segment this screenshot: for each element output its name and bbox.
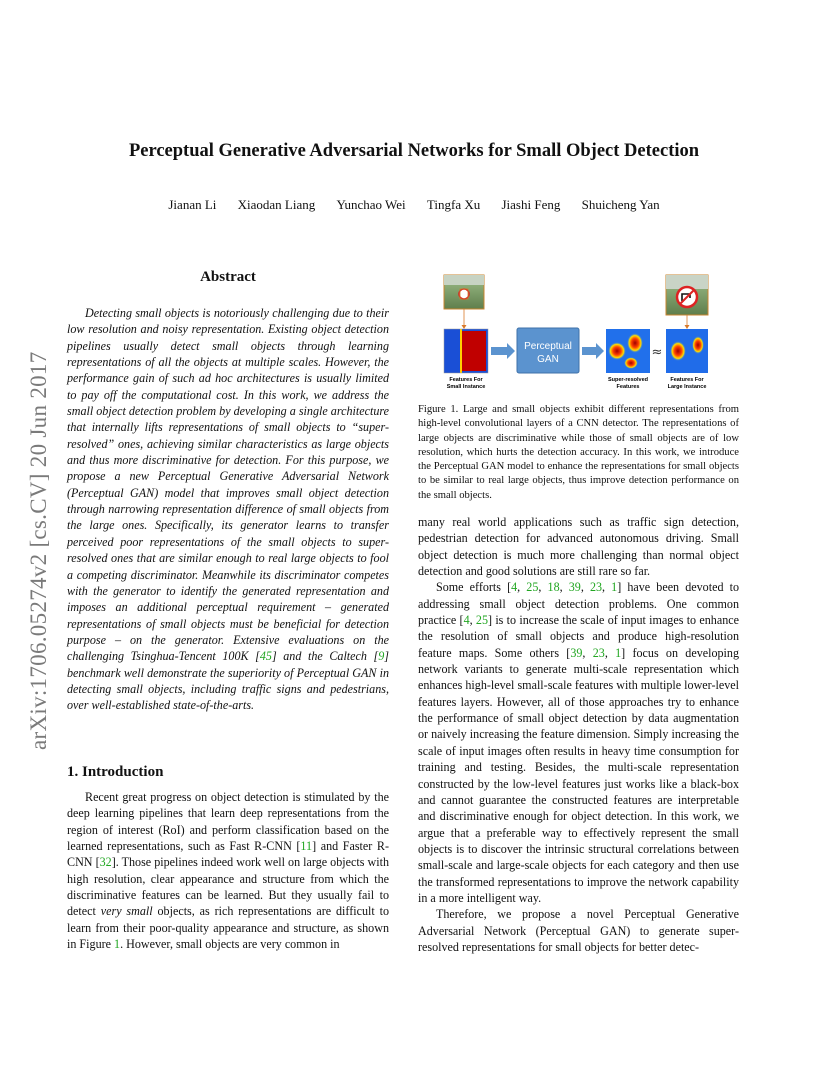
label-large-line1: Features For bbox=[670, 377, 704, 383]
figure-caption: Figure 1. Large and small objects exhibit different representations from high-level convolutional layers of a CNN detector. The representations of large objects are discriminative while those of small objects are of low resolution, which hurts the detection accuracy. In this work, we introduce the Perceptual GAN model to enhance the representations for small objects to be similar to real large objects, thus improve detection performance on the small objects. bbox=[418, 404, 739, 501]
author-name: Yunchao Wei bbox=[336, 197, 406, 212]
citation-link[interactable]: 4 bbox=[463, 613, 470, 628]
citation-link[interactable]: 32 bbox=[99, 855, 112, 870]
citation-link[interactable]: 23 bbox=[589, 580, 603, 595]
figure-1 bbox=[436, 271, 726, 397]
citation-link[interactable]: 39 bbox=[568, 580, 581, 595]
paragraph: Therefore, we propose a novel Perceptual Generative Adversarial Network (Perceptual GAN) to generate super-resolved representations for small objects for better detec- bbox=[418, 907, 739, 954]
label-super-line1: Super-resolved bbox=[607, 377, 649, 383]
abstract-body: ] and the Caltech [ bbox=[271, 649, 379, 664]
citation-link[interactable]: 1 bbox=[615, 645, 622, 660]
citation-link[interactable]: 23 bbox=[592, 645, 605, 660]
citation-link[interactable]: 9 bbox=[378, 649, 385, 664]
approx-symbol: ≈ bbox=[651, 345, 663, 360]
citation-link[interactable]: 39 bbox=[570, 645, 583, 660]
abstract-body: Detecting small objects is notoriously challenging due to their low resolution and noisy representation. Existing object detection pipelines usually detect small objects through learning representations of all the objects at multiple scales. However, the performance gain of such ad hoc architectures is usually limited to pay off the computational cost. In this work, we address the small object detection problem by developing a single architecture that internally lifts representations of small objects to “super-resolved” ones, achieving similar characteristics as large objects and thus more discriminative for detection. For this purpose, we propose a new Perceptual Generative Adversarial Network (Perceptual GAN) model that improves small object detection through narrowing representation difference of small objects from the large ones. Specifically, its generator learns to transfer perceived poor representations of the small objects to super-resolved ones that are similar enough to real large objects to fool a competing discriminator. Meanwhile its discriminator competes with the generator to identify the generated representation and imposes an additional perceptual requirement – generated representations of small objects must be beneficial for detection purpose – on the generator. Extensive evaluations on the challenging Tsinghua-Tencent 100K [ bbox=[67, 306, 389, 664]
section-heading-introduction: 1. Introduction bbox=[67, 764, 164, 780]
paragraph-text: ] focus on developing network variants to generate multi-scale representation which enhances high-level small-scale features with multiple lower-level features layers. However, all of those approaches try to enhance the performance of small object detection by data augmentation or naively increasing the feature dimension. Simply increasing the scale of input images often results in heavy time consumption for training and testing. Besides, the multi-scale representation constructed by the low-level features just works like a black-box and cannot guarantee the constructed features are interpretable and discriminative enough for object detection. In this work, we argue that a preferable way to effectively represent the small objects is to discover the intrinsic structural correlations between small-scale and large-scale objects for each category and then use the transformed representations to improve the network capability in a more intelligent way. bbox=[418, 645, 740, 905]
paragraph-text: . However, small objects are very common in bbox=[120, 937, 340, 952]
paragraph-text: Recent great progress on object detection is stimulated by the deep learning pipelines that learn deep representations from the region of interest (RoI) and perform classification based on the learned representations, such as Fast R-CNN [ bbox=[67, 790, 389, 854]
small-instance-photo bbox=[444, 275, 484, 309]
citation-link[interactable]: 1 bbox=[611, 580, 618, 595]
citation-link[interactable]: 4 bbox=[511, 580, 518, 595]
figure-ref-link[interactable]: 1 bbox=[114, 937, 121, 952]
gan-label-line2: GAN bbox=[537, 354, 559, 365]
citation-link[interactable]: 25 bbox=[526, 580, 539, 595]
figure-1-diagram bbox=[436, 271, 726, 397]
paragraph-text: ] have been devoted to addressing small object detection problems. One common practice [ bbox=[418, 580, 739, 628]
arrow-right-icon bbox=[582, 343, 604, 359]
intro-paragraph bbox=[67, 789, 389, 952]
gan-label-line1: Perceptual bbox=[524, 341, 572, 352]
author-name: Jiashi Feng bbox=[501, 197, 561, 212]
paper-title: Perceptual Generative Adversarial Networks for Small Object Detection bbox=[128, 141, 700, 161]
author-name: Tingfa Xu bbox=[426, 197, 481, 212]
label-super-line2: Features bbox=[616, 384, 640, 390]
arxiv-stamp bbox=[20, 290, 60, 750]
author-name: Shuicheng Yan bbox=[581, 197, 660, 212]
paragraph-text: ]. Those pipelines indeed work well on large objects with high resolution, clear appearance and structure from which the discriminative features can be learned. But they usually fail to detect bbox=[67, 855, 389, 919]
citation-link[interactable]: 25 bbox=[475, 613, 489, 628]
emphasis-text: very small bbox=[100, 904, 153, 919]
paragraph-text: Some efforts [ bbox=[436, 580, 512, 595]
paragraph-text: ] is to increase the scale of input images to enhance the resolution of small objects and produce high-resolution feature maps. Some others [ bbox=[418, 613, 739, 660]
abstract-text bbox=[67, 305, 389, 714]
large-features-heatmap bbox=[666, 329, 708, 373]
citation-link[interactable]: 18 bbox=[547, 580, 560, 595]
author-list bbox=[0, 197, 828, 213]
label-small-line1: Features For bbox=[449, 377, 483, 383]
paragraph: many real world applications such as traffic sign detection, pedestrian detection for advanced autonomous driving. Small object detection is much more challenging than normal object detection and good solutions are still rare so far. bbox=[418, 515, 739, 579]
label-large-line2: Large Instance bbox=[667, 384, 707, 390]
paragraph-text: objects, as rich representations are difficult to learn from their poor-quality appearance and structure, as shown in Figure bbox=[67, 904, 389, 952]
arrow-right-icon bbox=[491, 343, 515, 359]
paragraph: Some efforts [4, 25, 18, 39, 23, 1] have been devoted to addressing small object detection problems. One common practice [4, 25] is to increase the scale of input images to enhance the resolution of small objects and produce high-resolution feature maps. Some others [39, 23, 1] focus on developing network variants to generate multi-scale representation which enhances high-level small-scale features with multiple lower-level features layers. However, all of those approaches try to enhance the performance of small object detection by data augmentation or naively increasing the feature dimension. Simply increasing the scale of input images often results in heavy time consumption for training and testing. Besides, the multi-scale representation constructed by the low-level features just works like a black-box and cannot guarantee the constructed features are interpretable and discriminative enough for object detection. In this work, we argue that a preferable way to effectively represent the small objects is to discover the intrinsic structural correlations between small-scale and large-scale objects for each category and then use the transformed representations to improve the network capability in a more intelligent way. bbox=[418, 580, 740, 905]
super-resolved-heatmap bbox=[606, 329, 650, 373]
abstract-heading: Abstract bbox=[200, 269, 256, 285]
label-small-line2: Small Instance bbox=[446, 384, 486, 390]
citation-link[interactable]: 11 bbox=[300, 839, 313, 854]
right-column-text bbox=[418, 514, 739, 955]
arxiv-stamp-text: arXiv:1706.05274v2 [cs.CV] 20 Jun 2017 bbox=[26, 351, 51, 750]
author-name: Jianan Li bbox=[168, 197, 217, 212]
small-features-heatmap bbox=[444, 329, 488, 373]
large-instance-photo bbox=[666, 275, 708, 315]
paragraph-text: ] and Faster R-CNN [ bbox=[67, 839, 389, 870]
citation-link[interactable]: 45 bbox=[259, 649, 272, 664]
abstract-body: ] benchmark well demonstrate the superiority of Perceptual GAN in detecting small objects, including traffic signs and pedestrians, over well-established state-of-the-arts. bbox=[67, 649, 389, 713]
author-name: Xiaodan Liang bbox=[237, 197, 316, 212]
